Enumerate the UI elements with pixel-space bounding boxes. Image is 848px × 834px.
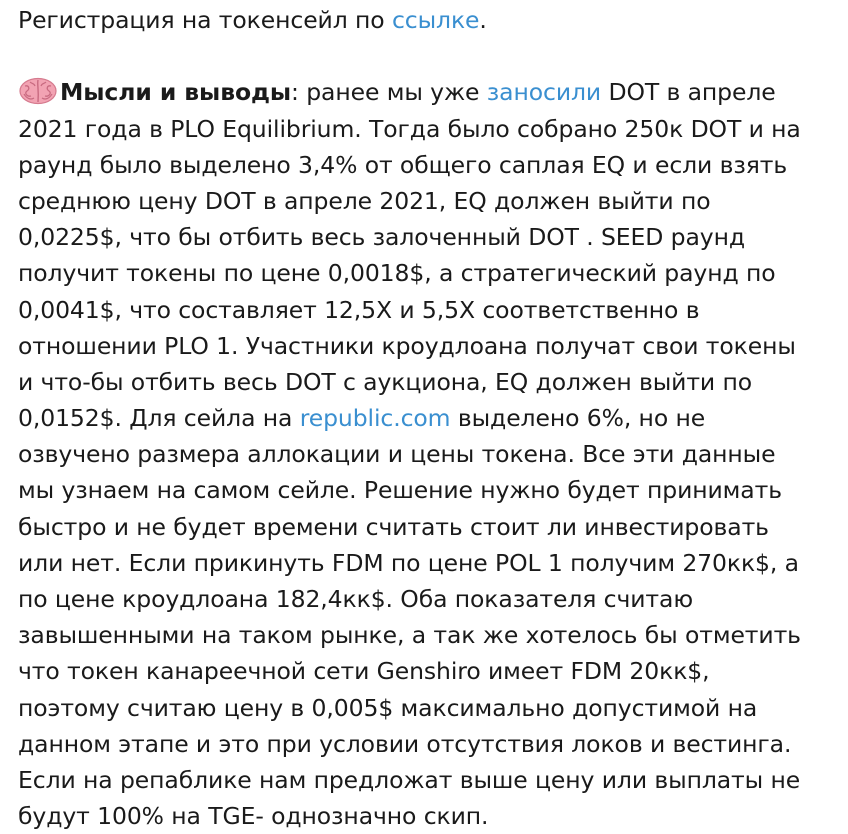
text-line: завышенными на таком рынке, а так же хотелось бы отметить (18, 621, 801, 650)
thoughts-heading: Мысли и выводы (60, 78, 292, 107)
brain-icon (18, 77, 58, 105)
text-line: или нет. Если прикинуть FDM по цене POL 1 получим 270кк$, а (18, 548, 799, 577)
text-line: мы узнаем на самом сейле. Решение нужно будет принимать (18, 476, 782, 505)
text-line: 0,0041$, что составляет 12,5X и 5,5X соответственно в (18, 295, 700, 324)
thoughts-heading-line: Мысли и выводы: ранее мы уже заносили DOT в апреле (18, 74, 838, 110)
registration-line: Регистрация на токенсейл по ссылке. (18, 6, 487, 34)
republic-line: 0,0152$. Для сейла на republic.com выделено 6%, но не (18, 404, 706, 433)
text-line: данном этапе и это при условии отсутствия локов и вестинга. (18, 729, 792, 758)
text-line: будут 100% на TGE- однозначно скип. (18, 802, 489, 831)
text-line: 0,0225$, что бы отбить весь залоченный DOT . SEED раунд (18, 223, 745, 252)
republic-link[interactable]: republic.com (299, 404, 451, 433)
blank-line (18, 38, 838, 74)
text-line: озвучено размера аллокации и цены токена. Все эти данные (18, 440, 776, 469)
text-line: раунд было выделено 3,4% от общего саплая EQ и если взять (18, 150, 788, 179)
text-line: среднюю цену DOT в апреле 2021, EQ должен выйти по (18, 186, 711, 215)
text-line: 2021 года в PLO Equilibrium. Тогда было собрано 250к DOT и на (18, 114, 801, 143)
text-line: отношении PLO 1. Участники кроудлоана получат свои токены (18, 331, 796, 360)
message-text (18, 0, 838, 834)
text-line: быстро и не будет времени считать стоит ли инвестировать (18, 512, 769, 541)
text-line: поэтому считаю цену в 0,005$ максимально допустимой на (18, 693, 758, 722)
entered-link[interactable]: заносили (486, 78, 602, 107)
text-line: и что-бы отбить весь DOT с аукциона, EQ должен выйти по (18, 367, 753, 396)
text-line: получит токены по цене 0,0018$, а стратегический раунд по (18, 259, 776, 288)
text-line: Если на репаблике нам предложат выше цену или выплаты не (18, 765, 801, 794)
registration-link[interactable]: ссылке (391, 6, 480, 34)
text-line: по цене кроудлоана 182,4кк$. Оба показателя считаю (18, 585, 694, 613)
text-line: что токен канареечной сети Genshiro имеет FDM 20кк$, (18, 657, 710, 686)
